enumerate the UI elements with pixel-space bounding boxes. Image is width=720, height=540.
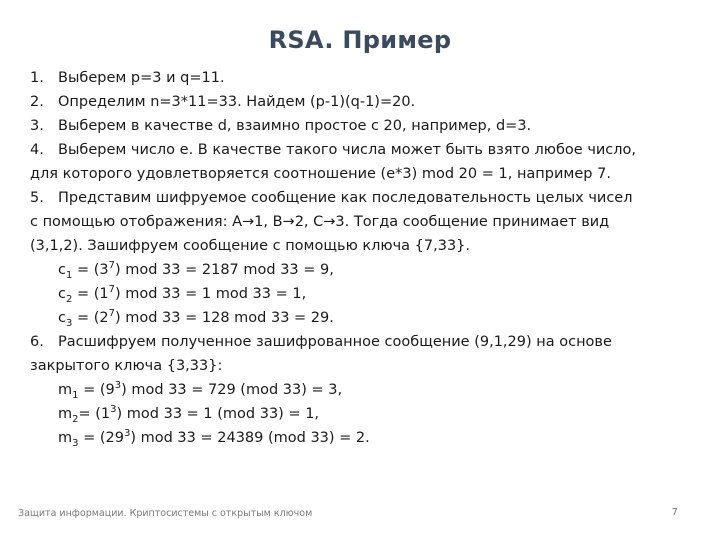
slide-content (30, 66, 700, 450)
list-item-6-line2: закрытого ключа {3,33}: (30, 358, 223, 374)
item-number: 6. (30, 334, 44, 350)
item-text: Расшифруем полученное зашифрованное сообщение (9,1,29) на основе (58, 334, 612, 350)
decryption-formula-3: $m_3 = (29^3)$ mod 33 = 24389 (mod 33) = 2. (58, 428, 370, 449)
list-item-2 (30, 90, 700, 114)
encryption-formula-1: $c_1 = (3^7)$ mod 33 = 2187 mod 33 = 9, (58, 260, 334, 281)
item-number: 3. (30, 118, 44, 134)
decryption-formula-1: $m_1 = (9^3)$ mod 33 = 729 (mod 33) = 3, (58, 380, 343, 401)
page-number: 7 (671, 507, 678, 518)
item-text: Выберем число e. В качестве такого числа может быть взято любое число, (58, 142, 637, 158)
decryption-formula-2: $m_2= (1^3)$ mod 33 = 1 (mod 33) = 1, (58, 404, 320, 425)
slide-footer: Защита информации. Криптосистемы с открытым ключом (18, 508, 313, 519)
item-number: 1. (30, 70, 44, 86)
item-text: Представим шифруемое сообщение как последовательность целых чисел (58, 190, 633, 206)
list-item-4 (30, 138, 700, 162)
item-text: Выберем в качестве d, взаимно простое с 20, например, d=3. (58, 118, 532, 134)
item-text: Выберем p=3 и q=11. (58, 70, 225, 86)
list-item-1 (30, 66, 700, 90)
item-number: 5. (30, 190, 44, 206)
list-item-5 (30, 186, 700, 210)
item-number: 4. (30, 142, 44, 158)
encryption-formula-3: $c_3 = (2^7)$ mod 33 = 128 mod 33 = 29. (58, 308, 334, 329)
list-item-3 (30, 114, 700, 138)
slide-title: RSA. Пример (268, 26, 452, 54)
item-number: 2. (30, 94, 44, 110)
list-item-4-continuation: для которого удовлетворяется соотношение (e*3) mod 20 = 1, например 7. (30, 166, 611, 182)
list-item-5-line3: (3,1,2). Зашифруем сообщение с помощью ключа {7,33}. (30, 238, 471, 254)
list-item-6 (30, 330, 700, 354)
list-item-5-line2: с помощью отображения: A→1, B→2, C→3. Тогда сообщение принимает вид (30, 214, 610, 230)
item-text: Определим n=3*11=33. Найдем (p-1)(q-1)=20. (58, 94, 416, 110)
encryption-formula-2: $c_2 = (1^7)$ mod 33 = 1 mod 33 = 1, (58, 284, 307, 305)
